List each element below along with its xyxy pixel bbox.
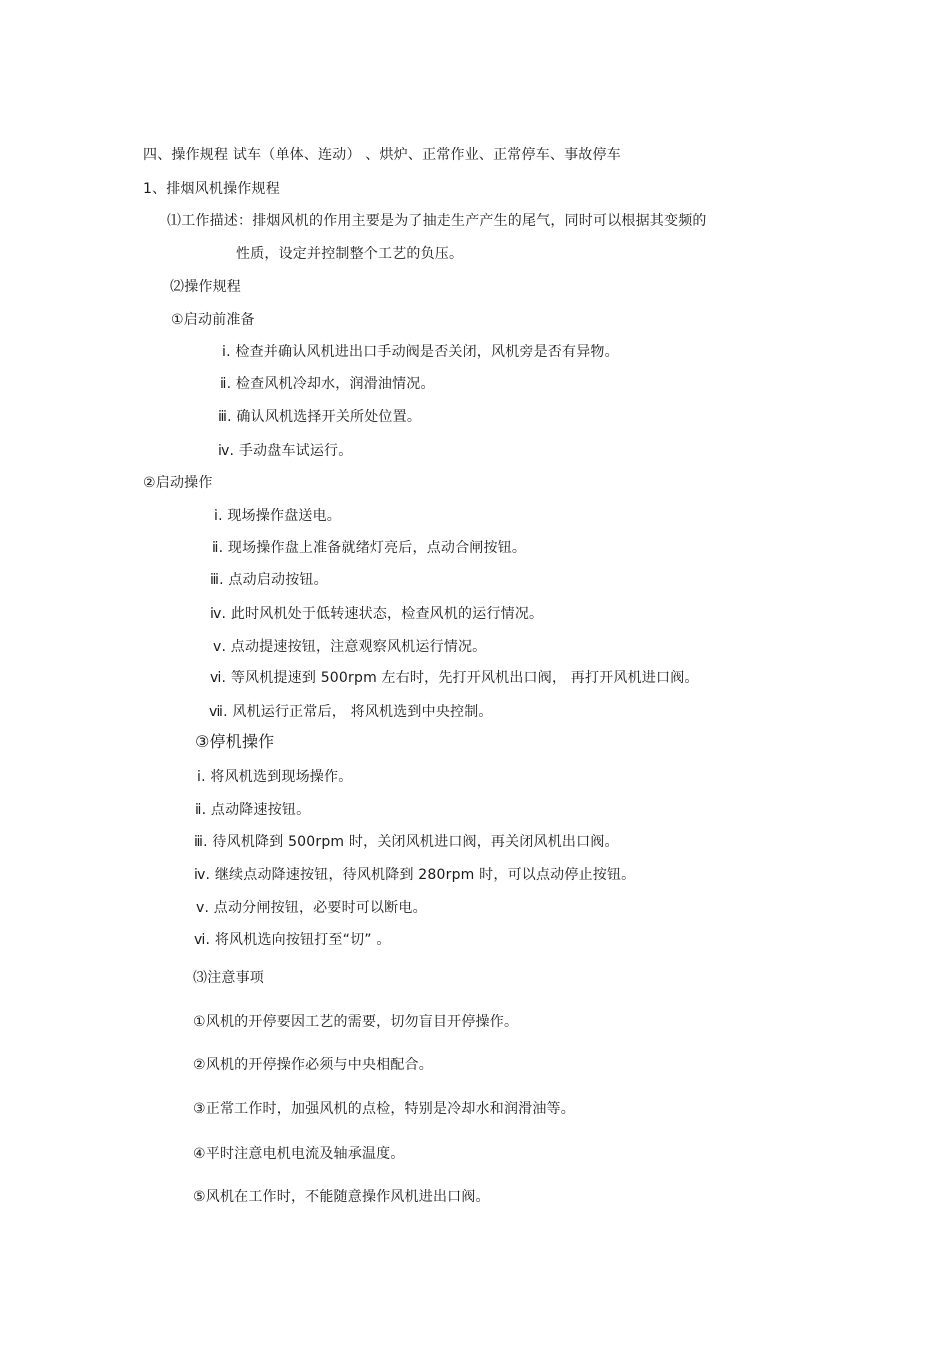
list-item: ⅱ. 检查风机冷却水，润滑油情况。 [220,376,435,392]
startup-title: ②启动操作 [143,475,213,491]
note-item: ③正常工作时，加强风机的点检，特别是冷却水和润滑油等。 [193,1101,575,1117]
list-item: ⅲ. 确认风机选择开关所处位置。 [218,409,422,425]
work-description-line: ⑴工作描述：排烟风机的作用主要是为了抽走生产产生的尾气，同时可以根据其变频的 [167,213,707,229]
note-item: ①风机的开停要因工艺的需要，切勿盲目开停操作。 [193,1014,519,1030]
list-item: ⅰ. 检查并确认风机进出口手动阀是否关闭，风机旁是否有异物。 [222,344,619,360]
list-item: ⅴ. 点动提速按钮，注意观察风机运行情况。 [213,639,487,655]
document-heading: 四、操作规程 试车（单体、连动） 、烘炉、正常作业、正常停车、事故停车 [143,147,621,163]
note-item: ④平时注意电机电流及轴承温度。 [193,1146,405,1162]
list-item: ⅰ. 现场操作盘送电。 [214,508,341,524]
note-item: ⑤风机在工作时，不能随意操作风机进出口阀。 [193,1189,490,1205]
list-item: ⅲ. 点动启动按钮。 [210,572,328,588]
list-item: ⅵ. 将风机选向按钮打至“切” 。 [194,932,391,948]
list-item: ⅴ. 点动分闸按钮，必要时可以断电。 [196,900,427,916]
list-item: ⅶ. 风机运行正常后， 将风机选到中央控制。 [209,704,493,720]
section-title: 1、排烟风机操作规程 [143,181,280,197]
note-item: ②风机的开停操作必须与中央相配合。 [193,1057,433,1073]
list-item: ⅵ. 等风机提速到 500rpm 左右时，先打开风机出口阀， 再打开风机进口阀。 [210,670,699,686]
prestart-title: ①启动前准备 [171,312,255,328]
notes-title: ⑶注意事项 [193,970,264,986]
list-item: ⅱ. 现场操作盘上准备就绪灯亮后，点动合闸按钮。 [212,540,527,556]
list-item: ⅰ. 将风机选到现场操作。 [197,769,353,785]
list-item: ⅲ. 待风机降到 500rpm 时，关闭风机进口阀，再关闭风机出口阀。 [194,834,619,850]
list-item: ⅳ. 继续点动降速按钮，待风机降到 280rpm 时，可以点动停止按钮。 [194,867,636,883]
procedure-title: ⑵操作规程 [170,279,241,295]
shutdown-title: ③停机操作 [195,732,275,751]
list-item: ⅳ. 手动盘车试运行。 [218,443,353,459]
work-description-line: 性质，设定并控制整个工艺的负压。 [236,246,464,262]
list-item: ⅱ. 点动降速按钮。 [195,802,311,818]
list-item: ⅳ. 此时风机处于低转速状态，检查风机的运行情况。 [210,606,544,622]
